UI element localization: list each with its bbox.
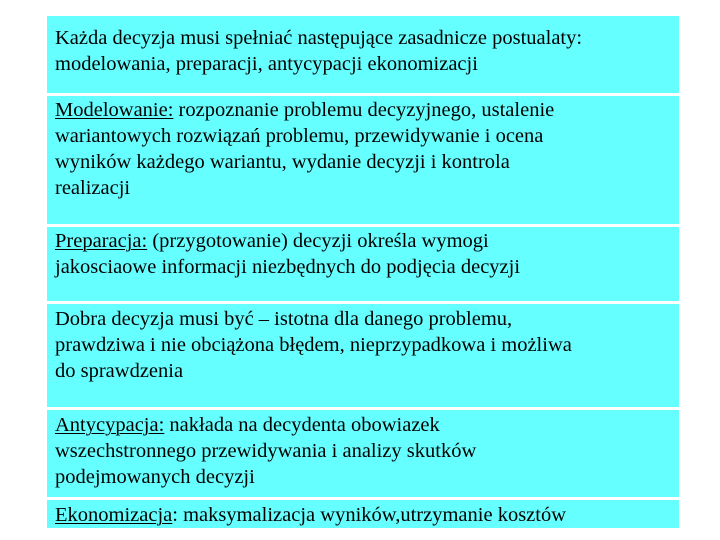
preparacja-term: Preparacja: xyxy=(55,230,148,252)
ekonomizacja-text: : maksymalizacja wyników,utrzymanie kosztów xyxy=(172,504,567,526)
content-panel xyxy=(47,16,679,528)
modelowanie-text: rozpoznanie problemu decyzyjnego, ustalenie wariantowych rozwiązań problemu, przewidywanie i ocena wyników każdego wariantu, wydanie decyzji i kontrola realizacji xyxy=(55,99,555,199)
ekonomizacja-term: Ekonomizacja xyxy=(55,504,173,526)
antycypacja-paragraph xyxy=(55,412,677,490)
intro-paragraph: Każda decyzja musi spełniać następujące zasadnicze postualaty: modelowania, preparacji, antycypacji ekonomizacji xyxy=(55,27,583,75)
separator-line xyxy=(47,301,679,304)
modelowanie-paragraph xyxy=(55,97,677,201)
separator-line xyxy=(47,407,679,410)
preparacja-paragraph xyxy=(55,228,677,280)
preparacja-text: (przygotowanie) decyzji określa wymogi jakosciaowe informacji niezbędnych do podjęcia decyzji xyxy=(55,230,521,278)
modelowanie-term: Modelowanie: xyxy=(55,99,174,121)
dobra-decyzja-paragraph: Dobra decyzja musi być – istotna dla danego problemu, prawdziwa i nie obciążona błędem, nieprzypadkowa i możliwa do sprawdzenia xyxy=(55,308,572,382)
antycypacja-text: nakłada na decydenta obowiazek wszechstronnego przewidywania i analizy skutków podejmowanych decyzji xyxy=(55,414,477,488)
separator-line xyxy=(47,224,679,227)
ekonomizacja-paragraph xyxy=(55,502,677,528)
separator-line xyxy=(47,497,679,500)
separator-line xyxy=(47,93,679,96)
antycypacja-term: Antycypacja: xyxy=(55,414,165,436)
